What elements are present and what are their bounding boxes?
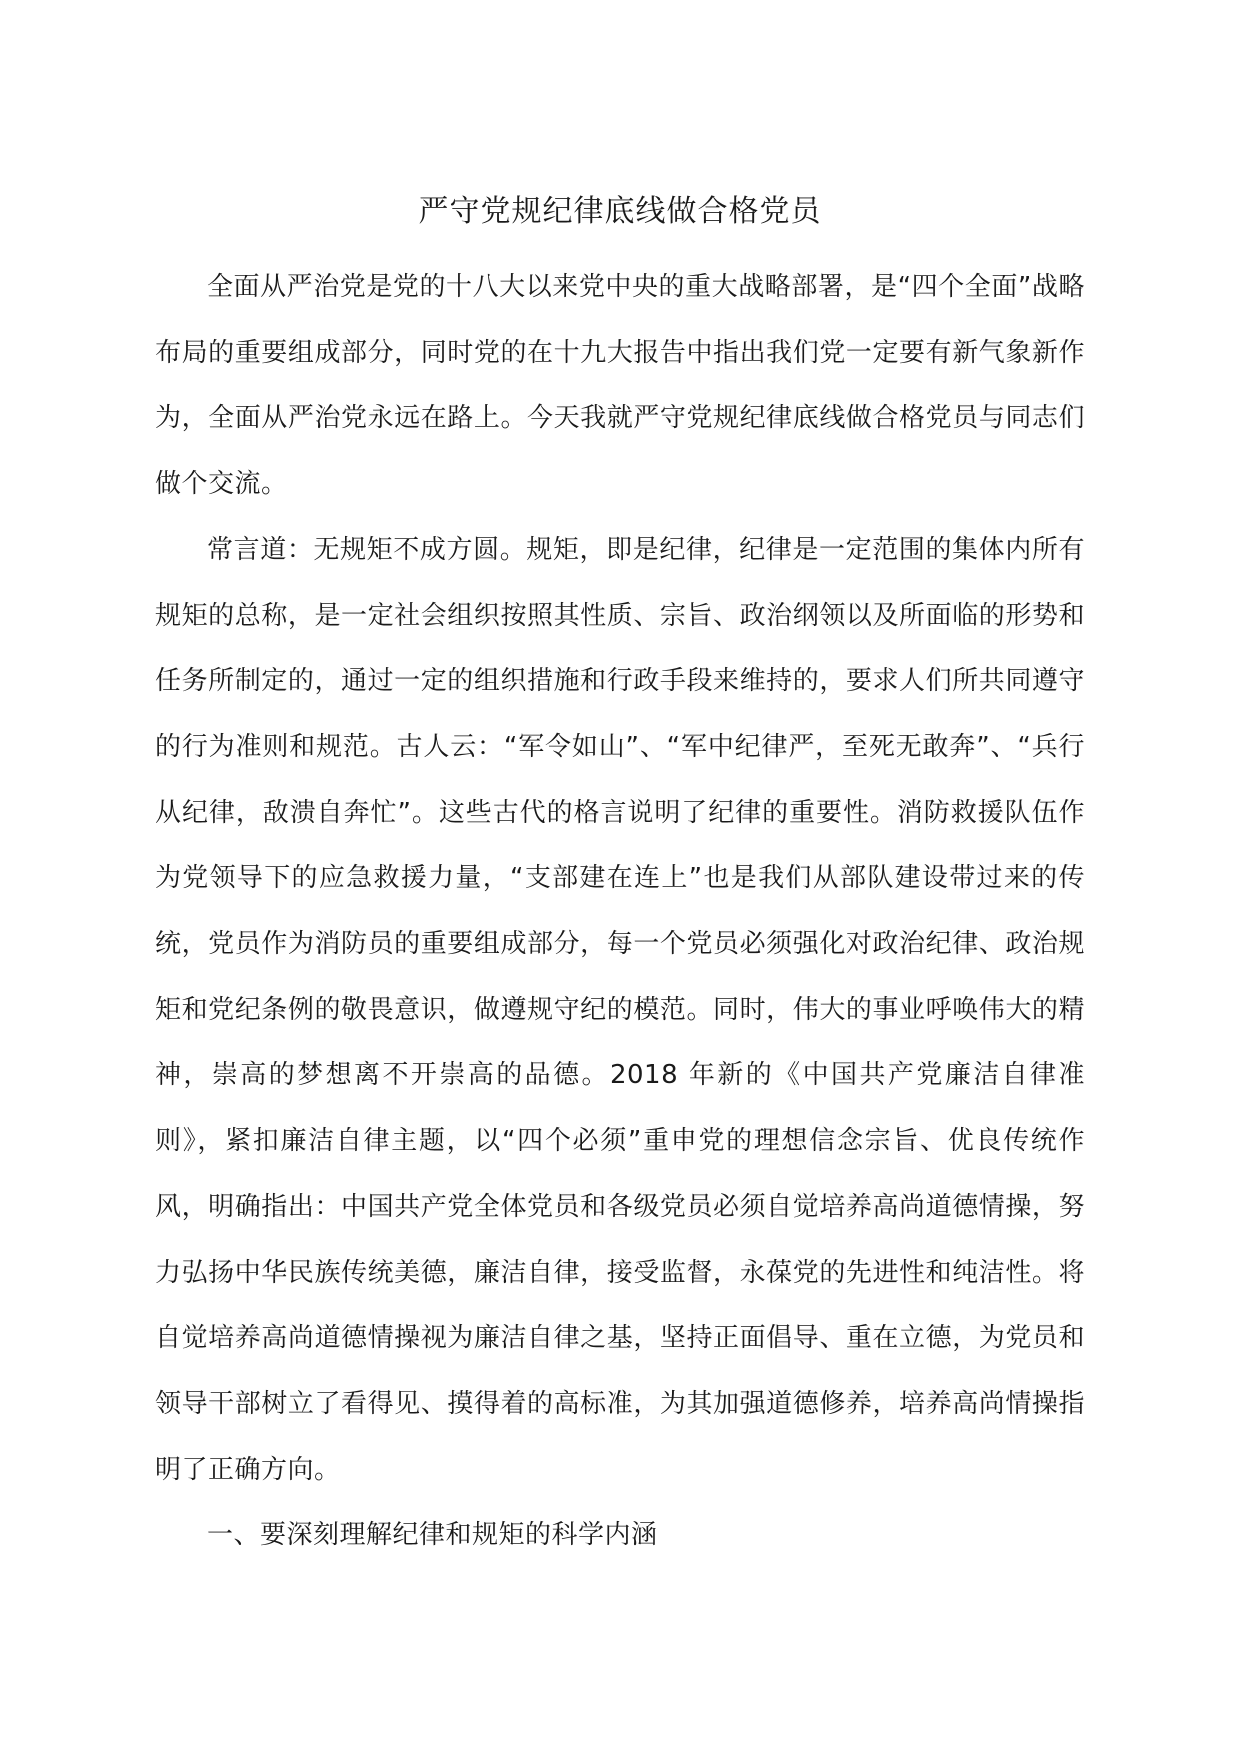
document-body [155, 255, 1085, 1569]
paragraph-discipline: 常言道：无规矩不成方圆。规矩，即是纪律，纪律是一定范围的集体内所有规矩的总称，是一定社会组织按照其性质、宗旨、政治纲领以及所面临的形势和任务所制定的，通过一定的组织措施和行政手段来维持的，要求人们所共同遵守的行为准则和规范。古人云：“军令如山”、“军中纪律严，至死无敢奔”、“兵行从纪律，敌溃自奔忙”。这些古代的格言说明了纪律的重要性。消防救援队伍作为党领导下的应急救援力量，“支部建在连上”也是我们从部队建设带过来的传统，党员作为消防员的重要组成部分，每一个党员必须强化对政治纪律、政治规矩和党纪条例的敬畏意识，做遵规守纪的模范。同时，伟大的事业呼唤伟大的精神，崇高的梦想离不开崇高的品德。2018 年新的《中国共产党廉洁自律准则》，紧扣廉洁自律主题，以“四个必须”重申党的理想信念宗旨、优良传统作风，明确指出：中国共产党全体党员和各级党员必须自觉培养高尚道德情操，努力弘扬中华民族传统美德，廉洁自律，接受监督，永葆党的先进性和纯洁性。将自觉培养高尚道德情操视为廉洁自律之基，坚持正面倡导、重在立德，为党员和领导干部树立了看得见、摸得着的高标准，为其加强道德修养，培养高尚情操指明了正确方向。 [155, 534, 1085, 1485]
section-heading: 一、要深刻理解纪律和规矩的科学内涵 [207, 1520, 658, 1551]
document-title: 严守党规纪律底线做合格党员 [418, 194, 822, 229]
paragraph-intro: 全面从严治党是党的十八大以来党中央的重大战略部署，是“四个全面”战略布局的重要组成部分，同时党的在十九大报告中指出我们党一定要有新气象新作为，全面从严治党永远在路上。今天我就严守党规纪律底线做合格党员与同志们做个交流。 [155, 272, 1085, 500]
